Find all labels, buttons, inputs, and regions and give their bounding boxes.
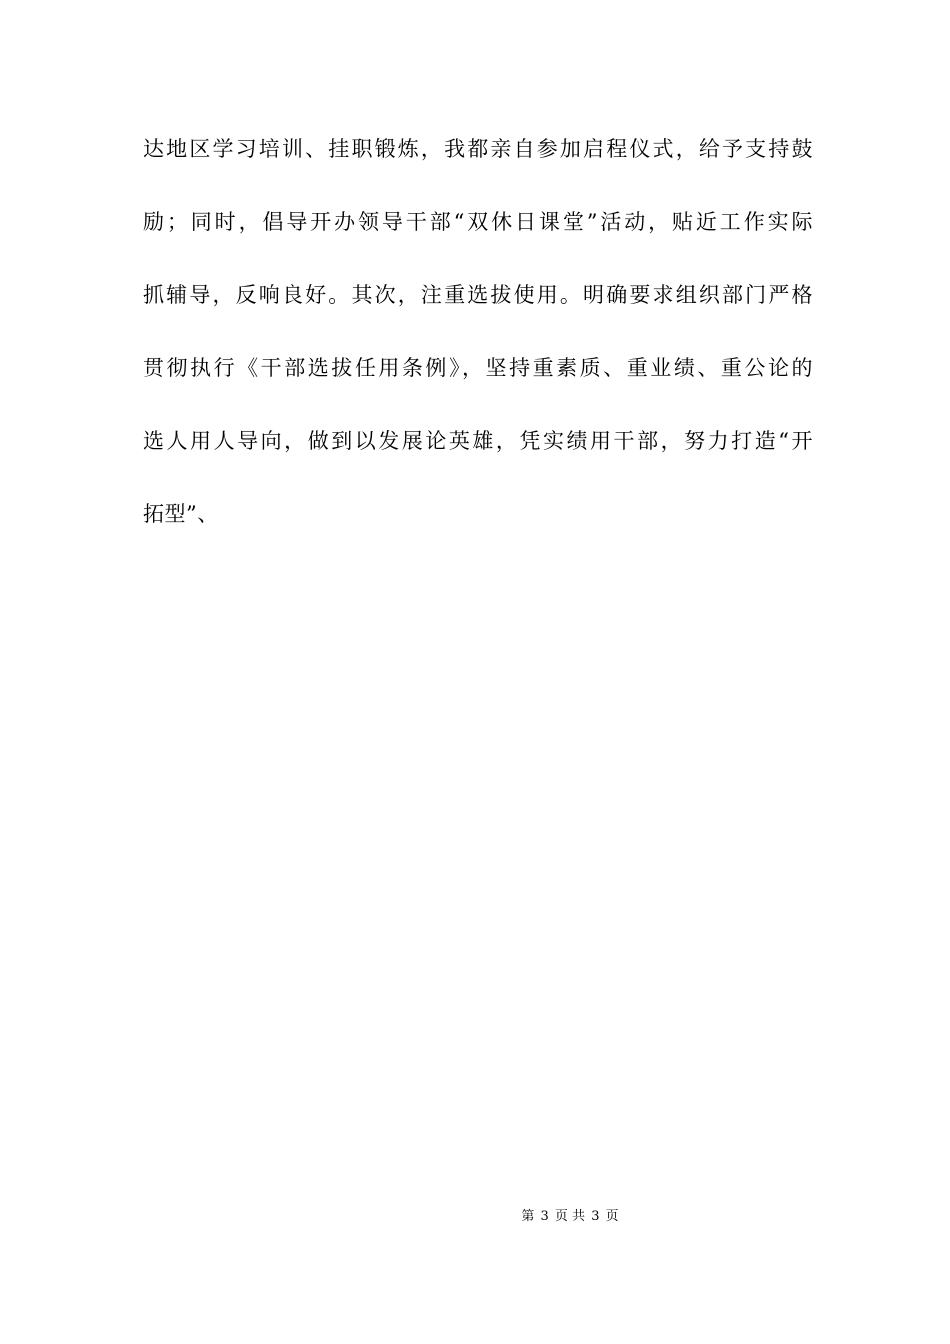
footer-middle: 页 共 — [554, 1209, 586, 1224]
text-line: 拓型”、 — [143, 502, 219, 526]
footer-suffix: 页 — [605, 1209, 619, 1224]
current-page-number: 3 — [540, 1209, 549, 1224]
total-pages-number: 3 — [591, 1209, 600, 1224]
text-line: 励；同时，倡导开办领导干部“双休日课堂”活动，贴近工作实际 — [143, 210, 813, 234]
text-line: 贯彻执行《干部选拔任用条例》，坚持重素质、重业绩、重公论的 — [143, 356, 813, 380]
page-footer — [0, 1207, 950, 1227]
text-line: 达地区学习培训、挂职锻炼，我都亲自参加启程仪式，给予支持鼓 — [143, 137, 813, 161]
footer-prefix: 第 — [521, 1209, 535, 1224]
text-line: 抓辅导，反响良好。其次，注重选拔使用。明确要求组织部门严格 — [143, 283, 813, 307]
text-line: 选人用人导向，做到以发展论英雄，凭实绩用干部，努力打造“开 — [143, 429, 813, 453]
body-paragraph — [143, 128, 813, 566]
